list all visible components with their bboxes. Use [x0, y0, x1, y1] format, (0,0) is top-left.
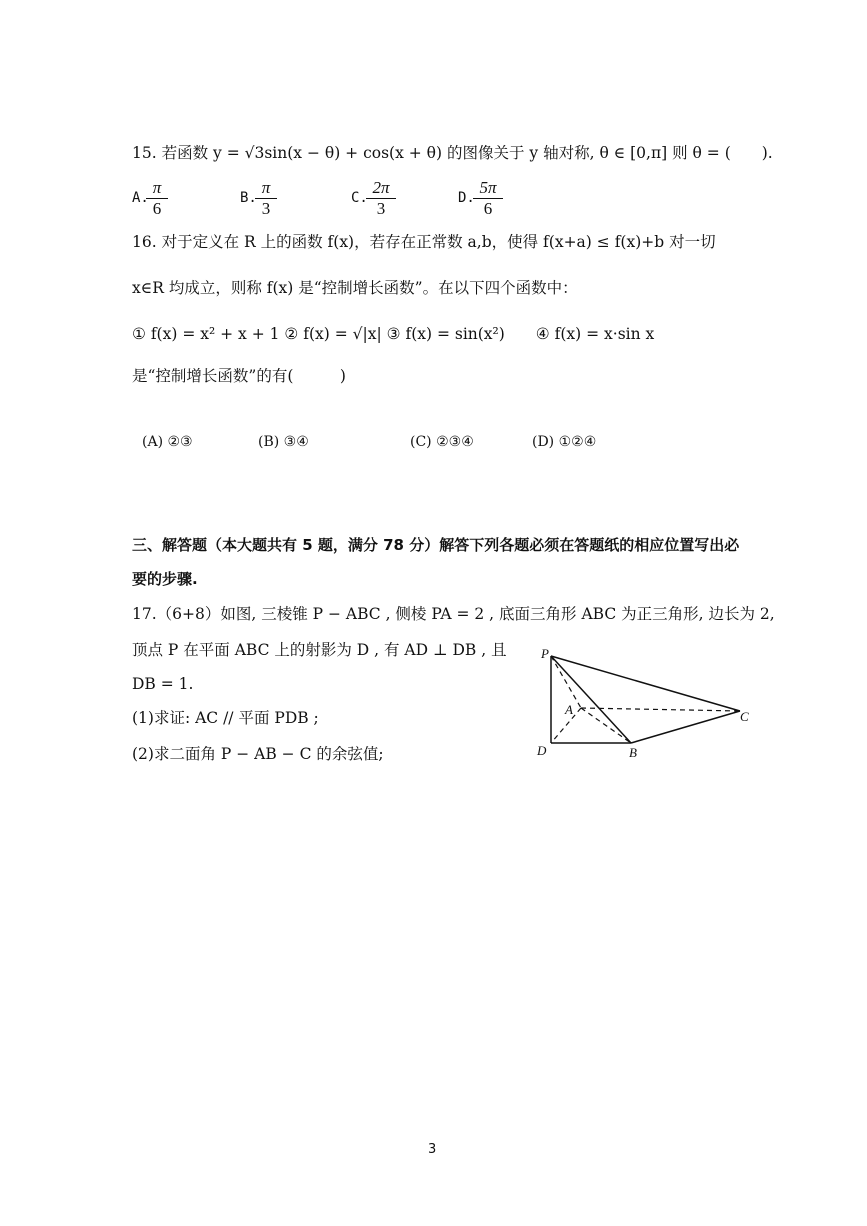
q17-line-1: 17.（6+8）如图, 三棱锥 P − ABC , 侧棱 PA = 2 , 底面三角形 ABC 为正三角形, 边长为 2, — [132, 605, 775, 623]
q16-line-2: x∈R 均成立，则称 f(x) 是“控制增长函数”。在以下四个函数中： — [132, 279, 578, 297]
q15-option-a-numerator: π — [146, 178, 168, 199]
section-3-heading-line-2: 要的步骤. — [132, 570, 198, 588]
edge-pc — [551, 656, 740, 711]
edge-ac-hidden — [581, 708, 740, 711]
vertex-label-a: A — [565, 702, 573, 717]
q15-option-a-fraction — [146, 178, 168, 218]
q15-option-a-denominator: 6 — [152, 198, 162, 218]
q15-option-a-label: A. — [132, 190, 149, 206]
q17-part-2: (2)求二面角 P − AB − C 的余弦值; — [132, 745, 384, 763]
edge-bc — [631, 711, 740, 743]
q16-line-1: 16. 对于定义在 R 上的函数 f(x)，若存在正常数 a,b，使得 f(x+a) ≤ f(x)+b 对一切 — [132, 233, 716, 251]
vertex-label-c: C — [740, 709, 749, 724]
q16-line-3: ① f(x) = x² + x + 1 ② f(x) = √|x| ③ f(x) = sin(x²) ④ f(x) = x·sin x — [132, 325, 655, 343]
q15-option-d-fraction — [473, 178, 503, 218]
section-3-heading-line-1: 三、解答题（本大题共有 5 题，满分 78 分）解答下列各题必须在答题纸的相应位置写出必 — [132, 536, 740, 554]
q16-option-b: (B) ③④ — [258, 434, 309, 450]
q17-part-1: (1)求证: AC // 平面 PDB ; — [132, 709, 319, 727]
q15-option-d-denominator: 6 — [483, 198, 493, 218]
q17-line-3: DB = 1. — [132, 675, 194, 693]
q15-option-b-numerator: π — [255, 178, 277, 199]
edge-pb — [551, 656, 631, 743]
edge-ab-hidden — [581, 708, 631, 743]
q15-option-c-numerator: 2π — [366, 178, 396, 199]
vertex-label-b: B — [629, 745, 637, 760]
q15-option-d-numerator: 5π — [473, 178, 503, 199]
q15-option-c-fraction — [366, 178, 396, 218]
q16-option-d: (D) ①②④ — [532, 434, 597, 450]
q15-option-c-denominator: 3 — [376, 198, 386, 218]
q16-line-4: 是“控制增长函数”的有( ) — [132, 367, 346, 385]
vertex-label-d: D — [537, 743, 547, 758]
page-number: 3 — [428, 1142, 437, 1157]
vertex-label-p: P — [541, 646, 549, 661]
q15-option-b-denominator: 3 — [261, 198, 271, 218]
q16-option-c: (C) ②③④ — [410, 434, 474, 450]
q15-option-b-fraction — [255, 178, 277, 218]
q16-option-a: (A) ②③ — [142, 434, 193, 450]
q15-option-c-label: C. — [351, 190, 368, 206]
pyramid-diagram — [528, 640, 758, 765]
q17-line-2: 顶点 P 在平面 ABC 上的射影为 D , 有 AD ⊥ DB , 且 — [132, 641, 507, 659]
q15-option-b-label: B. — [240, 190, 257, 206]
q15-stem: 15. 若函数 y = √3sin(x − θ) + cos(x + θ) 的图像关于 y 轴对称, θ ∈ [0,π] 则 θ = ( ). — [132, 144, 773, 162]
q15-option-d-label: D. — [458, 190, 475, 206]
